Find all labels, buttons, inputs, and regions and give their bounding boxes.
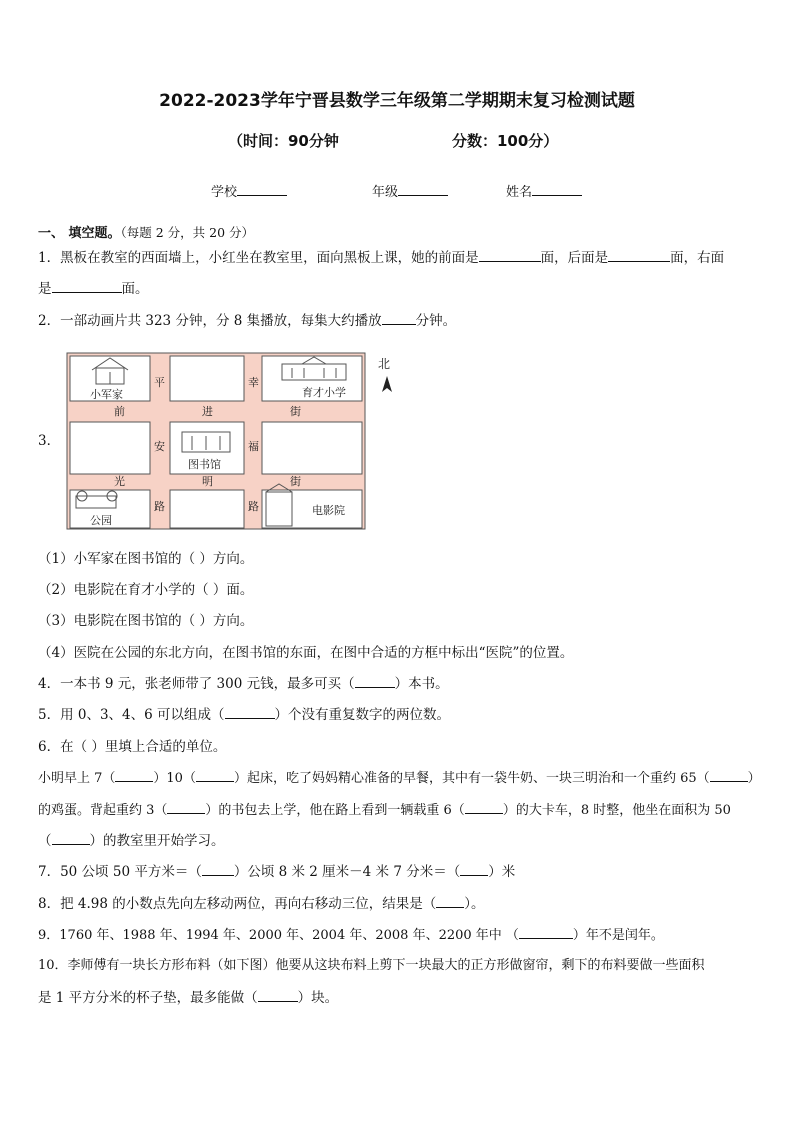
answer-blank[interactable]: [519, 926, 573, 939]
label-library: 图书馆: [188, 458, 221, 471]
label-yucai: 育才小学: [302, 386, 346, 399]
street-label: 光: [114, 475, 125, 488]
label-park: 公园: [90, 514, 112, 527]
question-3-2: （2）电影院在育才小学的（ ）面。: [38, 582, 254, 598]
question-3-4: （4）医院在公园的东北方向，在图书馆的东面，在图中合适的方框中标出“医院”的位置。: [38, 645, 574, 661]
score-info: 分数：100分）: [452, 132, 559, 150]
question-3-number: 3．: [38, 433, 61, 449]
street-label: 前: [114, 405, 125, 418]
answer-blank[interactable]: [710, 769, 748, 782]
road-label: 平: [154, 376, 165, 389]
answer-blank[interactable]: [258, 989, 298, 1002]
question-1: 1．黑板在教室的西面墙上，小红坐在教室里，面向黑板上课，她的前面是 面，后面是 面，右面: [38, 250, 725, 266]
answer-blank[interactable]: [436, 895, 464, 908]
answer-blank[interactable]: [52, 280, 122, 293]
answer-blank[interactable]: [115, 769, 153, 782]
answer-blank[interactable]: [608, 249, 670, 262]
question-7: 7．50 公顷 50 平方米＝（ ）公顷 8 米 2 厘米－4 米 7 分米＝（ ）米: [38, 864, 516, 880]
answer-blank[interactable]: [196, 769, 234, 782]
time-info: （时间：90分钟: [228, 132, 339, 150]
answer-blank[interactable]: [52, 832, 90, 845]
question-5: 5．用 0、3、4、6 可以组成（ ）个没有重复数字的两位数。: [38, 707, 451, 723]
question-10: 10．李师傅有一块长方形布料（如下图）他要从这块布料上剪下一块最大的正方形做窗帘，剩下的布料要做一些面积: [38, 958, 705, 973]
street-label: 街: [290, 475, 301, 488]
grade-blank[interactable]: [398, 183, 448, 196]
question-8: 8．把 4.98 的小数点先向左移动两位，再向右移动三位，结果是（ ）。: [38, 896, 485, 912]
name-blank[interactable]: [532, 183, 582, 196]
answer-blank[interactable]: [355, 675, 395, 688]
question-4: 4．一本书 9 元，张老师带了 300 元钱，最多可买（ ）本书。: [38, 676, 449, 692]
label-xiaojunjia: 小军家: [90, 388, 123, 401]
street-label: 明: [202, 475, 213, 488]
answer-blank[interactable]: [202, 863, 234, 876]
question-9: 9．1760 年、1988 年、1994 年、2000 年、2004 年、2008 年、2200 年中 （ ）年不是闰年。: [38, 928, 664, 943]
question-6-line1: 小明早上 7（ ）10（ ）起床，吃了妈妈精心准备的早餐，其中有一袋牛奶、一块三明治和一个重约 65（ ）: [38, 771, 761, 786]
answer-blank[interactable]: [479, 249, 541, 262]
street-map: [66, 352, 406, 534]
question-6-line3: （ ）的教室里开始学习。: [38, 833, 225, 849]
north-label: 北: [378, 357, 391, 371]
north-arrow-icon: [382, 376, 392, 392]
question-3-3: （3）电影院在图书馆的（ ）方向。: [38, 613, 254, 629]
page-title: 2022-2023学年宁晋县数学三年级第二学期期末复习检测试题: [159, 91, 635, 111]
section-heading: 一、 填空题。（每题 2 分，共 20 分）: [38, 225, 255, 241]
street-label: 街: [290, 405, 301, 418]
answer-blank[interactable]: [465, 801, 503, 814]
answer-blank[interactable]: [382, 312, 416, 325]
school-label: 学校: [211, 185, 238, 200]
name-label: 姓名: [506, 185, 533, 200]
question-6: 6．在（ ）里填上合适的单位。: [38, 739, 227, 755]
question-3-1: （1）小军家在图书馆的（ ）方向。: [38, 551, 254, 567]
question-2: 2．一部动画片共 323 分钟，分 8 集播放，每集大约播放 分钟。: [38, 313, 457, 329]
road-label: 幸: [248, 376, 259, 389]
road-label: 福: [248, 440, 259, 453]
answer-blank[interactable]: [167, 801, 205, 814]
question-10-cont: 是 1 平方分米的杯子垫，最多能做（ ）块。: [38, 990, 339, 1006]
label-cinema: 电影院: [312, 504, 345, 517]
school-field[interactable]: [211, 181, 287, 200]
road-label: 安: [154, 440, 165, 453]
answer-blank[interactable]: [225, 706, 275, 719]
school-blank[interactable]: [237, 183, 287, 196]
road-label: 路: [154, 500, 165, 513]
question-6-line2: 的鸡蛋。背起重约 3（ ）的书包去上学，他在路上看到一辆载重 6（ ）的大卡车，8 时整，他坐在面积为 50: [38, 803, 731, 818]
road-label: 路: [248, 500, 259, 513]
grade-label: 年级: [372, 185, 399, 200]
question-1-cont: 是 面。: [38, 281, 149, 297]
name-field[interactable]: [506, 181, 582, 200]
street-label: 进: [202, 405, 213, 418]
answer-blank[interactable]: [460, 863, 488, 876]
grade-field[interactable]: [372, 181, 448, 200]
